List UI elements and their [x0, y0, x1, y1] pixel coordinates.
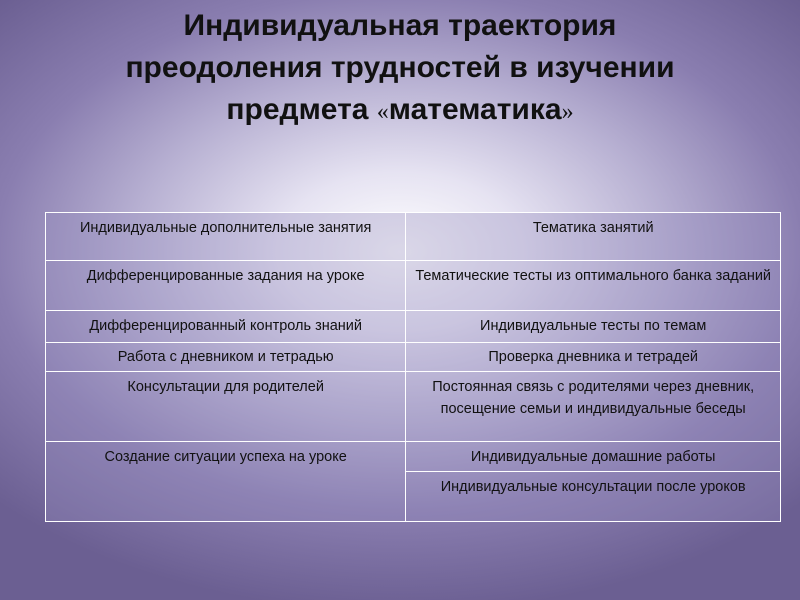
table-row [46, 261, 781, 311]
table-cell-left: Индивидуальные дополнительные занятия [46, 213, 406, 261]
table-cell-left [46, 311, 406, 343]
table-cell-right: Индивидуальные тесты по темам [406, 311, 781, 343]
table-row [46, 213, 781, 261]
slide-title [40, 5, 760, 133]
table-cell-right: Индивидуальные консультации после уроков [406, 472, 781, 522]
table-cell-left: Консультации для родителей [46, 372, 406, 442]
quote-open: « [376, 99, 389, 125]
table-cell-right: Тематические тесты из оптимального банка заданий [406, 261, 781, 311]
cell-text: Дифференцированный контроль знаний [89, 318, 363, 334]
table-row [46, 343, 781, 372]
trajectory-table [45, 212, 781, 522]
table-cell-right: Проверка дневника и тетрадей [406, 343, 781, 372]
table-row [46, 442, 781, 472]
table-cell-left: Дифференцированные задания на уроке [46, 261, 406, 311]
table-row [46, 311, 781, 343]
table-cell-left: Создание ситуации успеха на уроке [46, 442, 406, 522]
table-cell-left: Работа с дневником и тетрадью [46, 343, 406, 372]
title-line-2: преодоления трудностей в изучении [125, 51, 675, 84]
table-cell-right: Индивидуальные домашние работы [406, 442, 781, 472]
title-line-3 [40, 89, 760, 133]
table-cell-right: Тематика занятий [406, 213, 781, 261]
table-row [46, 372, 781, 442]
title-line-1: Индивидуальная траектория [183, 9, 617, 42]
title-subject: математика [388, 93, 562, 126]
table-cell-right: Постоянная связь с родителями через дневник, посещение семьи и индивидуальные беседы [406, 372, 781, 442]
quote-close: » [561, 99, 574, 125]
title-prefix: предмета [226, 93, 377, 126]
